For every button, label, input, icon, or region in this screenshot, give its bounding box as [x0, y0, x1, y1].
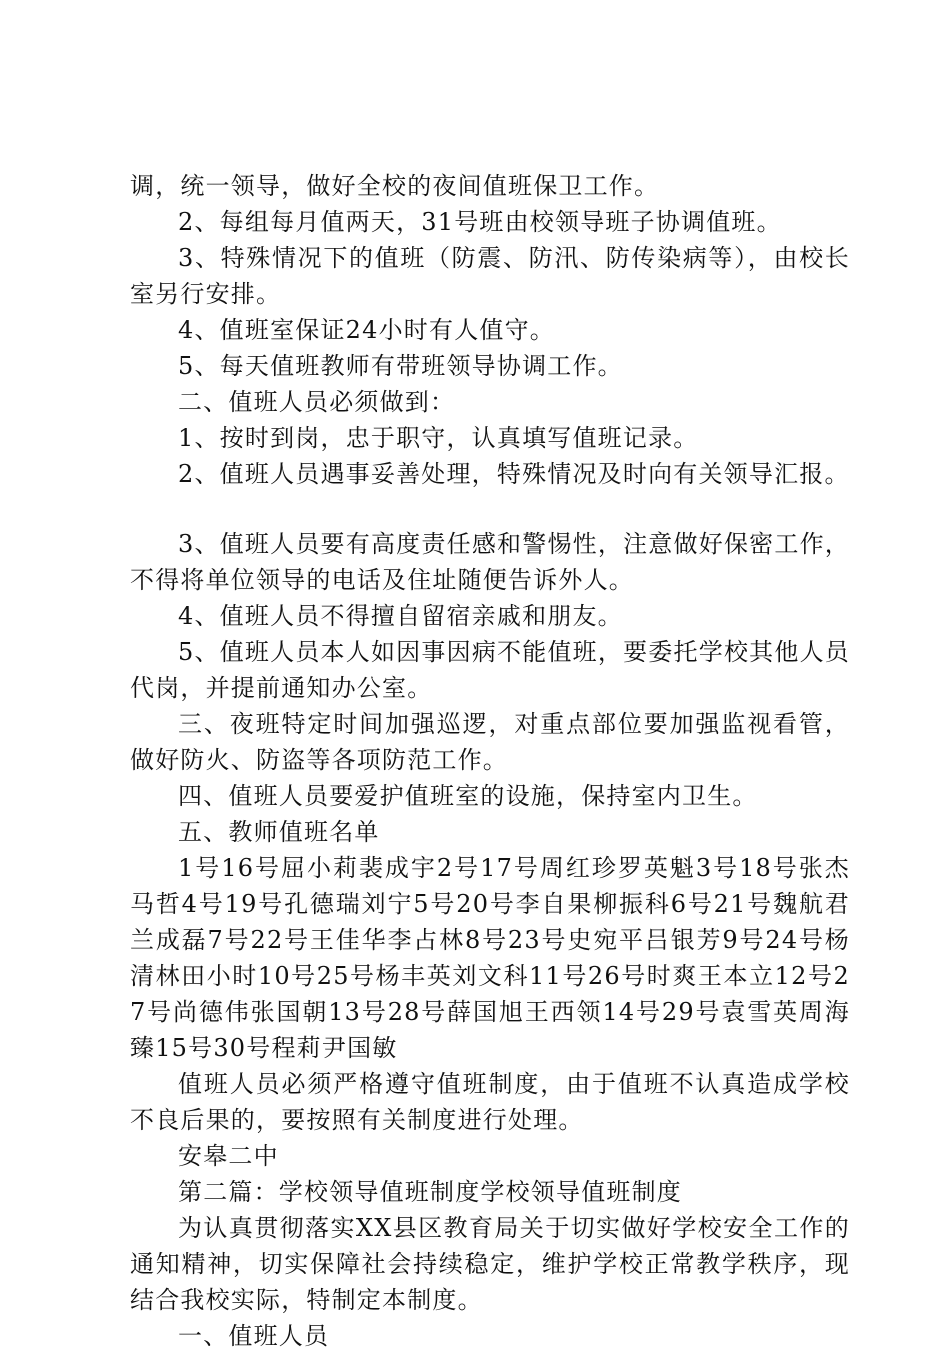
- paragraph-duty-4: 4、值班人员不得擅自留宿亲戚和朋友。: [178, 602, 623, 630]
- paragraph-closing: 值班人员必须严格遵守值班制度，由于值班不认真造成学校不良后果的，要按照有关制度进行处理。: [130, 1070, 850, 1134]
- paragraph-rule-3: 3、特殊情况下的值班（防震、防汛、防传染病等），由校长室另行安排。: [130, 244, 850, 308]
- section-heading-3: 三、夜班特定时间加强巡逻，对重点部位要加强监视看管，做好防火、防盗等各项防范工作。: [130, 710, 850, 774]
- paragraph-rule-4: 4、值班室保证24小时有人值守。: [178, 316, 556, 344]
- duty-roster: 1号16号屈小莉裴成宇2号17号周红珍罗英魁3号18号张杰马哲4号19号孔德瑞刘宁5号20号李自果柳振科6号21号魏航君兰成磊7号22号王佳华李占林8号23号史宛平吕银芳9号24号杨清林田小时10号25号杨丰英刘文科11号26号时爽王本立12号27号尚德伟张国朝13号28号薛国旭王西领14号29号袁雪英周海臻15号30号程莉尹国敏: [130, 854, 850, 1062]
- document-body: [130, 168, 850, 1354]
- blank-line: [130, 492, 850, 526]
- section-heading-2: 二、值班人员必须做到：: [178, 388, 456, 416]
- chapter-title: 第二篇：学校领导值班制度学校领导值班制度: [178, 1178, 682, 1206]
- paragraph-duty-2: 2、值班人员遇事妥善处理，特殊情况及时向有关领导汇报。: [178, 460, 850, 488]
- paragraph-intro: 为认真贯彻落实XX县区教育局关于切实做好学校安全工作的通知精神，切实保障社会持续稳定，维护学校正常教学秩序，现结合我校实际，特制定本制度。: [130, 1214, 850, 1314]
- paragraph-continuation: 调，统一领导，做好全校的夜间值班保卫工作。: [130, 172, 660, 200]
- paragraph-rule-5: 5、每天值班教师有带班领导协调工作。: [178, 352, 623, 380]
- paragraph-rule-2: 2、每组每月值两天，31号班由校领导班子协调值班。: [178, 208, 782, 236]
- section-heading-1: 一、值班人员: [178, 1322, 330, 1350]
- paragraph-duty-5: 5、值班人员本人如因事因病不能值班，要委托学校其他人员代岗，并提前通知办公室。: [130, 638, 850, 702]
- section-heading-4: 四、值班人员要爱护值班室的设施，保持室内卫生。: [178, 782, 758, 810]
- section-heading-5: 五、教师值班名单: [178, 818, 380, 846]
- paragraph-duty-1: 1、按时到岗，忠于职守，认真填写值班记录。: [178, 424, 699, 452]
- paragraph-duty-3: 3、值班人员要有高度责任感和警惕性，注意做好保密工作，不得将单位领导的电话及住址随便告诉外人。: [130, 530, 850, 594]
- school-name: 安皋二中: [178, 1142, 279, 1170]
